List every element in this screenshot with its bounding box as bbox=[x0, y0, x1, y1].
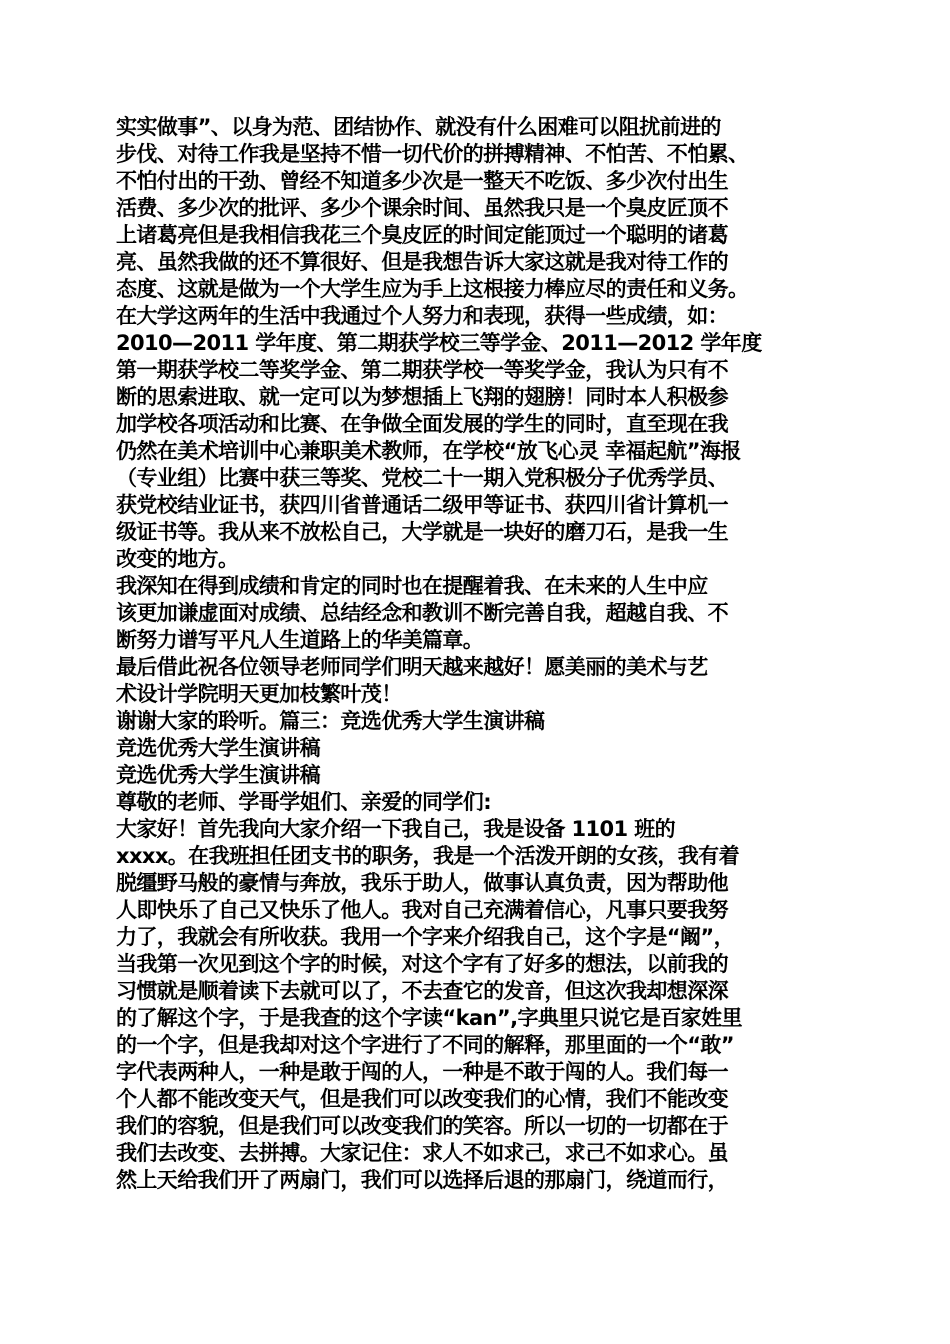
text-line: 第一期获学校二等奖学金、第二期获学校一等奖学金，我认为只有不 bbox=[116, 358, 728, 382]
text-line: 该更加谦虚面对成绩、总结经念和教训不断完善自我，超越自我、不 bbox=[116, 601, 728, 625]
text-line: 然上天给我们开了两扇门，我们可以选择后退的那扇门，绕道而行， bbox=[116, 1168, 728, 1192]
text-line: 我们的容貌，但是我们可以改变我们的笑容。所以一切的一切都在于 bbox=[116, 1114, 728, 1138]
text-line: 断努力谱写平凡人生道路上的华美篇章。 bbox=[116, 628, 484, 652]
text-line: 改变的地方。 bbox=[116, 547, 239, 571]
text-line: 力了，我就会有所收获。我用一个字来介绍我自己，这个字是“阚”， bbox=[116, 925, 735, 949]
text-line: 谢谢大家的聆听。篇三：竞选优秀大学生演讲稿 bbox=[116, 709, 545, 733]
text-line: 级证书等。我从来不放松自己，大学就是一块好的磨刀石，是我一生 bbox=[116, 520, 728, 544]
text-line: 的一个字，但是我却对这个字进行了不同的解释，那里面的一个“敢” bbox=[116, 1033, 735, 1057]
text-line: 获党校结业证书，获四川省普通话二级甲等证书、获四川省计算机一 bbox=[116, 493, 728, 517]
text-line: （专业组）比赛中获三等奖、党校二十一期入党积极分子优秀学员、 bbox=[116, 466, 728, 490]
text-line: 术设计学院明天更加枝繁叶茂！ bbox=[116, 682, 402, 706]
text-line: 亮、虽然我做的还不算很好、但是我想告诉大家这就是我对待工作的 bbox=[116, 250, 728, 274]
text-line: 2010—2011 学年度、第二期获学校三等学金、2011—2012 学年度 bbox=[116, 331, 762, 355]
text-line: 在大学这两年的生活中我通过个人努力和表现，获得一些成绩，如： bbox=[116, 304, 728, 328]
body-text bbox=[116, 114, 852, 1194]
text-line: 仍然在美术培训中心兼职美术教师，在学校“放飞心灵 幸福起航”海报 bbox=[116, 439, 741, 463]
text-line: 个人都不能改变天气，但是我们可以改变我们的心情，我们不能改变 bbox=[116, 1087, 728, 1111]
text-line: 人即快乐了自己又快乐了他人。我对自己充满着信心，凡事只要我努 bbox=[116, 898, 728, 922]
text-line: 竞选优秀大学生演讲稿 bbox=[116, 763, 320, 787]
text-line: 大家好！首先我向大家介绍一下我自己，我是设备 1101 班的 bbox=[116, 817, 676, 841]
text-line: 我深知在得到成绩和肯定的同时也在提醒着我、在未来的人生中应 bbox=[116, 574, 708, 598]
text-line: 脱缰野马般的豪情与奔放，我乐于助人，做事认真负责，因为帮助他 bbox=[116, 871, 728, 895]
text-line: 我们去改变、去拼搏。大家记住：求人不如求己，求己不如求心。虽 bbox=[116, 1141, 728, 1165]
text-line: 最后借此祝各位领导老师同学们明天越来越好！愿美丽的美术与艺 bbox=[116, 655, 708, 679]
text-line: 的了解这个字，于是我查的这个字读“kan”,字典里只说它是百家姓里 bbox=[116, 1006, 742, 1030]
text-line: 竞选优秀大学生演讲稿 bbox=[116, 736, 320, 760]
text-line: 字代表两种人，一种是敢于闯的人，一种是不敢于闯的人。我们每一 bbox=[116, 1060, 728, 1084]
text-line: 习惯就是顺着读下去就可以了，不去查它的发音，但这次我却想深深 bbox=[116, 979, 728, 1003]
text-line: 不怕付出的干劲、曾经不知道多少次是一整天不吃饭、多少次付出生 bbox=[116, 169, 728, 193]
text-line: 步伐、对待工作我是坚持不惜一切代价的拼搏精神、不怕苦、不怕累、 bbox=[116, 142, 749, 166]
text-line: 实实做事”、以身为范、团结协作、就没有什么困难可以阻扰前进的 bbox=[116, 115, 721, 139]
text-line: 当我第一次见到这个字的时候，对这个字有了好多的想法，以前我的 bbox=[116, 952, 728, 976]
text-line: xxxx。在我班担任团支书的职务，我是一个活泼开朗的女孩，我有着 bbox=[116, 844, 739, 868]
text-line: 活费、多少次的批评、多少个课余时间、虽然我只是一个臭皮匠顶不 bbox=[116, 196, 728, 220]
text-line: 加学校各项活动和比赛、在争做全面发展的学生的同时，直至现在我 bbox=[116, 412, 728, 436]
text-line: 态度、这就是做为一个大学生应为手上这根接力棒应尽的责任和义务。 bbox=[116, 277, 749, 301]
text-line: 尊敬的老师、学哥学姐们、亲爱的同学们: bbox=[116, 790, 491, 814]
text-line: 上诸葛亮但是我相信我花三个臭皮匠的时间定能顶过一个聪明的诸葛 bbox=[116, 223, 728, 247]
text-line: 断的思索进取、就一定可以为梦想插上飞翔的翅膀！同时本人积极参 bbox=[116, 385, 728, 409]
